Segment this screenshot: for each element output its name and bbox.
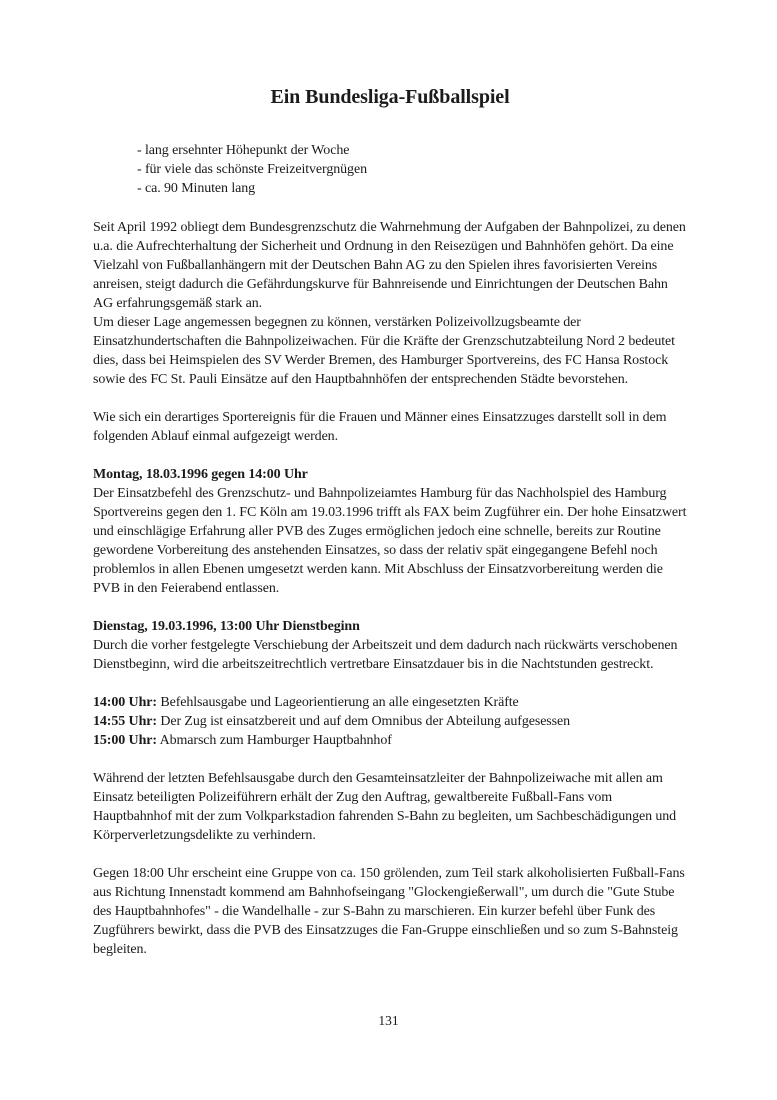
time-label: 14:00 Uhr: — [93, 695, 157, 710]
bullet-item: - lang ersehnter Höhepunkt der Woche — [137, 143, 350, 158]
section-heading-tuesday: Dienstag, 19.03.1996, 13:00 Uhr Dienstbeginn — [93, 619, 360, 634]
paragraph-briefing: Während der letzten Befehlsausgabe durch den Gesamteinsatzleiter der Bahnpolizeiwache mit allen am Einsatz beteiligten Polizeiführern erhält der Zug den Auftrag, gewaltbereite Fußball-Fans vom Hauptbahnhof mit der zum Volkparkstadion fahrenden S-Bahn zu begleiten, um Sachbeschädigungen und Körperverletzungsdelikte zu verhindern. — [93, 771, 677, 843]
schedule-text: Abmarsch zum Hamburger Hauptbahnhof — [156, 733, 392, 748]
intro-bullet-list — [137, 141, 687, 198]
paragraph-evening: Gegen 18:00 Uhr erscheint eine Gruppe von ca. 150 grölenden, zum Teil stark alkoholisierten Fußball-Fans aus Richtung Innenstadt kommend am Bahnhofseingang "Glockengießerwall", um durch die "Gute Stube des Hauptbahnhofes" - die Wandelhalle - zur S-Bahn zu marschieren. Ein kurzer befehl über Funk des Zugführers bewirkt, dass die PVB des Einsatzzuges die Fan-Gruppe einschließen und so zum S-Bahnsteig begleiten. — [93, 866, 685, 957]
paragraph-tuesday: Durch die vorher festgelegte Verschiebung der Arbeitszeit und dem dadurch nach rückwärts verschobenen Dienstbeginn, wird die arbeitszeitrechtlich vertretbare Einsatzdauer bis in die Nachtstunden gestreckt. — [93, 638, 678, 672]
schedule-entry — [93, 693, 687, 712]
document-body — [93, 84, 687, 978]
schedule-text: Der Zug ist einsatzbereit und auf dem Omnibus der Abteilung aufgesessen — [156, 714, 571, 729]
time-label: 14:55 Uhr: — [93, 714, 157, 729]
schedule-list — [93, 693, 687, 750]
paragraph-intro-part1: Seit April 1992 obliegt dem Bundesgrenzschutz die Wahrnehmung der Aufgaben der Bahnpolizei, zu denen u.a. die Aufrechterhaltung der Sicherheit und Ordnung in den Reisezügen und Bahnhöfen gehört. Da eine Vielzahl von Fußballanhängern mit der Deutschen Bahn AG zu den Spielen ihres favorisierten Vereins anreisen, steigt dadurch die Gefährdungskurve für Bahnreisende und Einrichtungen der Deutschen Bahn AG erfahrungsgemäß stark an. — [93, 220, 686, 311]
schedule-entry — [93, 731, 687, 750]
paragraph-monday: Der Einsatzbefehl des Grenzschutz- und Bahnpolizeiamtes Hamburg für das Nachholspiel des Hamburg Sportvereins gegen den 1. FC Köln am 19.03.1996 trifft als FAX beim Zugführer ein. Der hohe Einsatzwert und einschlägige Erfahrung aller PVB des Zuges ermöglichen jedoch eine schnelle, bereits zur Routine gewordene Vorbereitung des anstehenden Einsatzes, so dass der relativ spät eingegangene Befehl noch problemlos in allen Ebenen umgesetzt werden kann. Mit Abschluss der Einsatzvorbereitung werden die PVB in den Feierabend entlassen. — [93, 486, 687, 596]
section-heading-monday: Montag, 18.03.1996 gegen 14:00 Uhr — [93, 467, 308, 482]
bullet-item: - ca. 90 Minuten lang — [137, 181, 256, 196]
paragraph-intro — [93, 218, 687, 389]
time-label: 15:00 Uhr: — [93, 733, 157, 748]
schedule-text: Befehlsausgabe und Lageorientierung an alle eingesetzten Kräfte — [156, 695, 519, 710]
page-number: 131 — [378, 1013, 399, 1028]
section-tuesday — [93, 617, 687, 674]
paragraph-intro-part2: Um dieser Lage angemessen begegnen zu können, verstärken Polizeivollzugsbeamte der Einsatzhundertschaften die Bahnpolizeiwachen. Für die Kräfte der Grenzschutzabteilung Nord 2 bedeutet dies, dass bei Heimspielen des SV Werder Bremen, des Hamburger Sportvereins, des FC Hansa Rostock sowie des FC St. Pauli Einsätze auf den Hauptbahnhöfen der entsprechenden Städte bevorstehen. — [93, 315, 675, 387]
paragraph-purpose: Wie sich ein derartiges Sportereignis für die Frauen und Männer eines Einsatzzuges darstellt soll in dem folgenden Ablauf einmal aufgezeigt werden. — [93, 410, 667, 444]
section-monday — [93, 465, 687, 598]
page-title: Ein Bundesliga-Fußballspiel — [270, 86, 510, 108]
bullet-item: - für viele das schönste Freizeitvergnügen — [137, 162, 367, 177]
schedule-entry — [93, 712, 687, 731]
